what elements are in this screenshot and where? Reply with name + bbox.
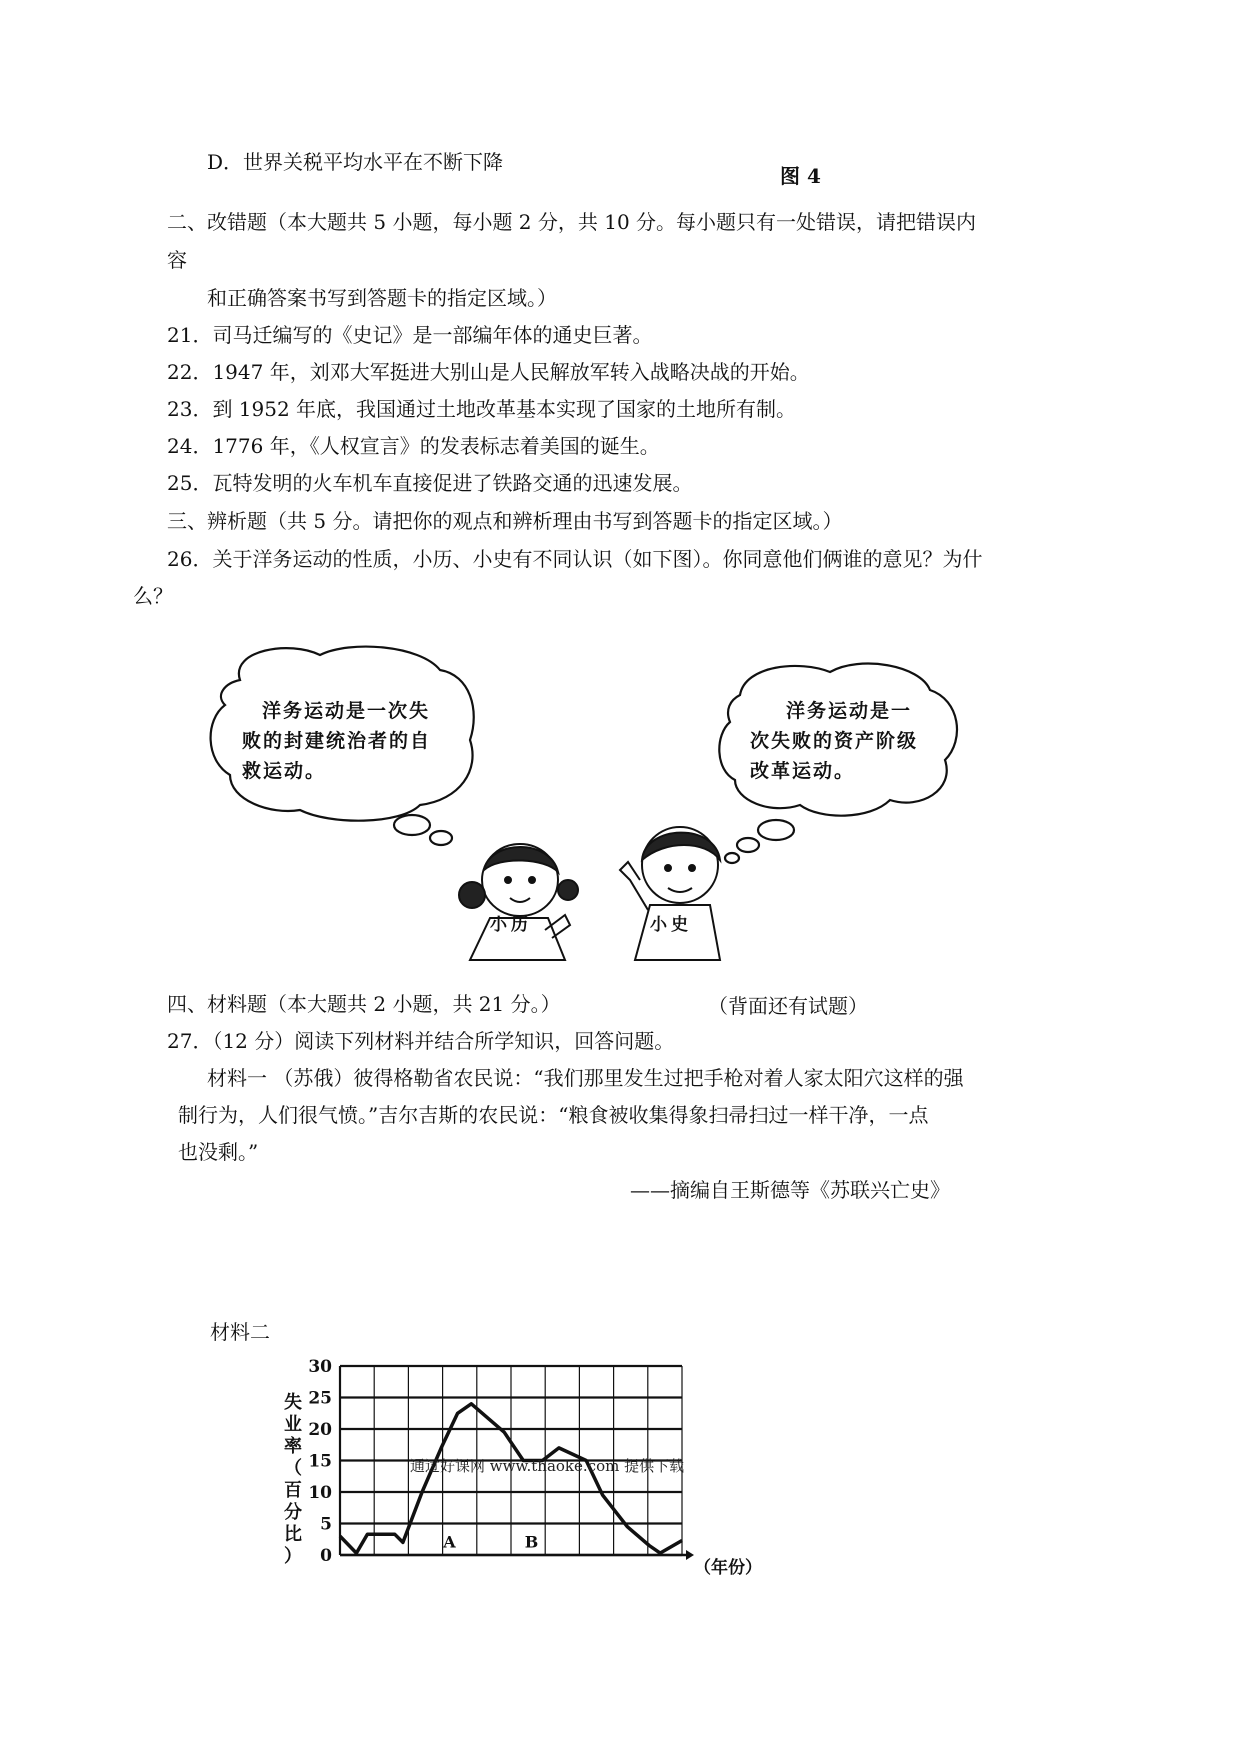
y-tick-label: 10 (308, 1483, 332, 1503)
question-25: 25．瓦特发明的火车机车直接促进了铁路交通的迅速发展。 (167, 471, 693, 495)
section2-heading-line2: 容 (167, 248, 187, 272)
watermark-text: 通过好课网 www.thaoke.com 提供下载 (410, 1457, 685, 1475)
material1-source: ——摘编自王斯德等《苏联兴亡史》 (630, 1178, 950, 1202)
y-tick-label: 20 (308, 1420, 332, 1440)
question-24: 24．1776 年，《人权宣言》的发表标志着美国的诞生。 (167, 434, 660, 458)
left-bubble-line1: 洋务运动是一次失 (262, 700, 431, 722)
left-bubble-line3: 救运动。 (242, 760, 327, 782)
x-axis-label: （年份） (694, 1558, 762, 1578)
material1-line1: 材料一 （苏俄）彼得格勒省农民说：“我们那里发生过把手枪对着人家太阳穴这样的强 (207, 1066, 964, 1090)
x-axis-arrow (686, 1550, 694, 1560)
y-tick-label: 0 (320, 1546, 332, 1566)
region-label-b: B (524, 1532, 539, 1552)
region-label-a: A (443, 1532, 456, 1552)
name-xiaoli: 小历 (490, 915, 532, 935)
question-21: 21．司马迁编写的《史记》是一部编年体的通史巨著。 (167, 323, 653, 347)
y-tick-label: 25 (308, 1388, 332, 1409)
section4-heading: 四、材料题（本大题共 2 小题，共 21 分。） (167, 992, 561, 1016)
question-23: 23．到 1952 年底，我国通过土地改革基本实现了国家的土地所有制。 (167, 397, 797, 421)
right-bubble-line2: 次失败的资产阶级 (750, 730, 919, 752)
name-xiaoshi: 小史 (650, 915, 692, 935)
y-tick-label: 5 (320, 1514, 332, 1535)
question-27: 27．（12 分）阅读下列材料并结合所学知识，回答问题。 (167, 1029, 675, 1053)
right-bubble-line1: 洋务运动是一 (786, 700, 913, 722)
y-tick-label: 30 (308, 1357, 332, 1377)
material2-label: 材料二 (210, 1320, 270, 1344)
material1-line3: 也没剩。” (178, 1140, 259, 1164)
question-26-line2: 么？ (133, 584, 173, 608)
back-page-note: （背面还有试题） (708, 994, 868, 1018)
question-d-option: D．世界关税平均水平在不断下降 (207, 150, 504, 174)
section2-heading-line1: 二、改错题（本大题共 5 小题，每小题 2 分，共 10 分。每小题只有一处错误，请把错误内 (167, 210, 977, 234)
y-axis-label: 失业率（百分比） (284, 1392, 302, 1567)
question-26-line1: 26．关于洋务运动的性质，小历、小史有不同认识（如下图）。你同意他们俩谁的意见？为什 (167, 547, 983, 571)
figure-4-label: 图 4 (780, 164, 821, 188)
material1-line2: 制行为，人们很气愤。”吉尔吉斯的农民说：“粮食被收集得象扫帚扫过一样干净，一点 (178, 1103, 929, 1127)
y-tick-label: 15 (308, 1451, 332, 1472)
section3-heading: 三、辨析题（共 5 分。请把你的观点和辨析理由书写到答题卡的指定区域。） (167, 509, 843, 533)
section2-heading-line3: 和正确答案书写到答题卡的指定区域。） (207, 286, 557, 310)
question-22: 22．1947 年，刘邓大军挺进大别山是人民解放军转入战略决战的开始。 (167, 360, 810, 384)
right-bubble-line3: 改革运动。 (750, 760, 856, 782)
left-bubble-line2: 败的封建统治者的自 (242, 730, 432, 752)
